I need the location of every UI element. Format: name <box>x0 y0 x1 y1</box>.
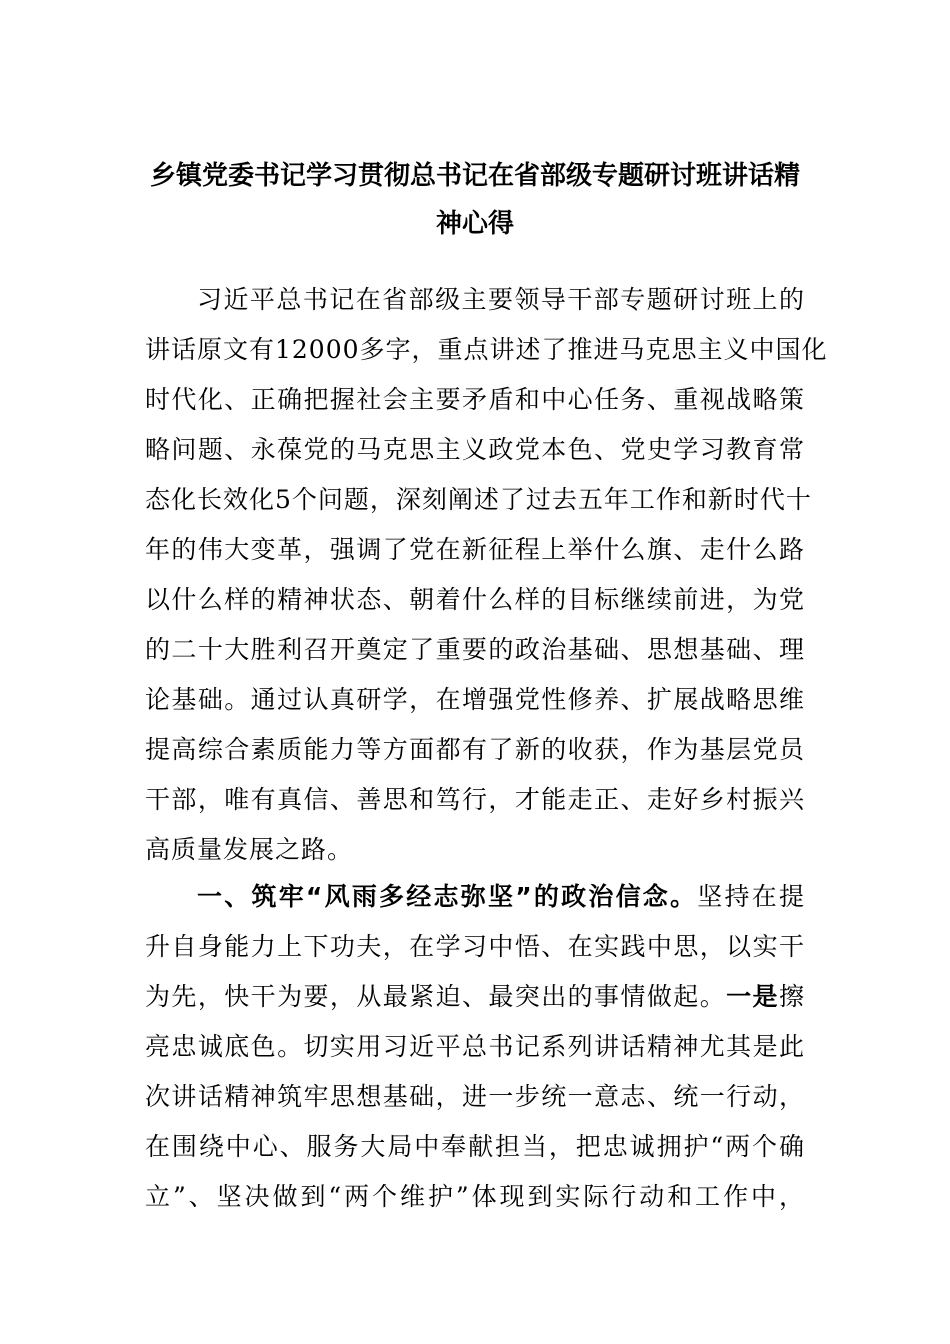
section1-line1-rest: 坚持在提 <box>697 882 805 911</box>
para1-line: 时代化、正确把握社会主要矛盾和中心任务、重视战略策 <box>145 385 805 414</box>
para1-line: 略问题、永葆党的马克思主义政党本色、党史学习教育常 <box>145 435 805 464</box>
section1-line: 立”、坚决做到“两个维护”体现到实际行动和工作中， <box>145 1182 805 1211</box>
section1-heading: 一、筑牢“风雨多经志弥坚”的政治信念。 <box>197 882 698 911</box>
para1-line: 习近平总书记在省部级主要领导干部专题研讨班上的 <box>197 285 805 314</box>
para1-line: 提高综合素质能力等方面都有了新的收获，作为基层党员 <box>145 735 805 764</box>
document-title-line1: 乡镇党委书记学习贯彻总书记在省部级专题研讨班讲话精 <box>149 161 800 191</box>
section1-first-line <box>197 872 805 922</box>
section1-line: 在围绕中心、服务大局中奉献担当，把忠诚拥护“两个确 <box>145 1132 805 1161</box>
section1-line: 升自身能力上下功夫，在学习中悟、在实践中思，以实干 <box>145 932 805 961</box>
section1-subheading: 一是 <box>726 982 779 1011</box>
para1-line: 态化长效化5个问题，深刻阐述了过去五年工作和新时代十 <box>145 485 812 514</box>
para1-line: 干部，唯有真信、善思和笃行，才能走正、走好乡村振兴 <box>145 785 805 814</box>
section1-line-with-subheading <box>145 972 805 1022</box>
para1-line: 讲话原文有12000多字，重点讲述了推进马克思主义中国化 <box>145 335 828 364</box>
document-title-line2: 神心得 <box>435 209 514 239</box>
section1-line: 亮忠诚底色。切实用习近平总书记系列讲话精神尤其是此 <box>145 1032 805 1061</box>
para1-line: 以什么样的精神状态、朝着什么样的目标继续前进，为党 <box>145 585 805 614</box>
para1-line: 论基础。通过认真研学，在增强党性修养、扩展战略思维 <box>145 685 805 714</box>
para1-line: 高质量发展之路。 <box>145 835 354 864</box>
section1-line: 次讲话精神筑牢思想基础，进一步统一意志、统一行动， <box>145 1082 805 1111</box>
para1-line: 的二十大胜利召开奠定了重要的政治基础、思想基础、理 <box>145 635 805 664</box>
section1-line: 为先，快干为要，从最紧迫、最突出的事情做起。 <box>145 982 727 1011</box>
para1-line: 年的伟大变革，强调了党在新征程上举什么旗、走什么路 <box>145 535 805 564</box>
section1-sub-rest: 擦 <box>778 982 805 1011</box>
